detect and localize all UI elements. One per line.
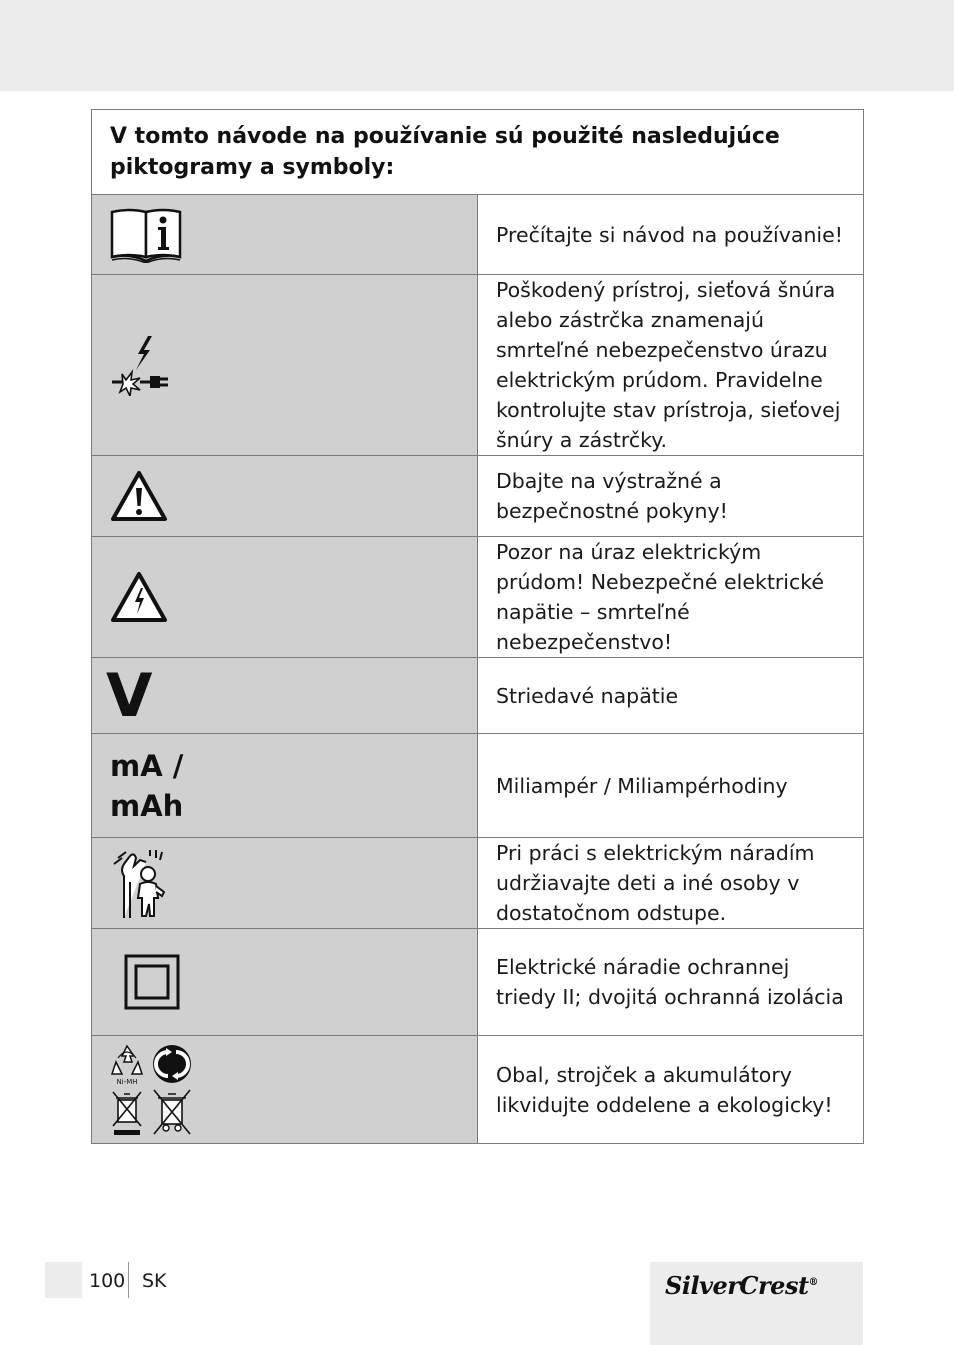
milliamp-label: mA / bbox=[110, 748, 184, 783]
keep-children-away-icon bbox=[110, 848, 170, 918]
row-text: Poškodený prístroj, sieťová šnúra alebo zástrčka znamenajú smrteľné nebezpečenstvo úrazu elektrickým prúdom. Pravidelne kontrolujte stav prístroja, sieťovej šnúry a zástrčky. bbox=[478, 275, 864, 456]
brand-mark: ® bbox=[808, 1277, 819, 1288]
icon-cell bbox=[92, 734, 478, 838]
table-row bbox=[92, 456, 864, 537]
table-row bbox=[92, 537, 864, 658]
row-text: Obal, strojček a akumulátory likvidujte oddelene a ekologicky! bbox=[478, 1036, 864, 1144]
top-band bbox=[0, 0, 954, 91]
crossed-bin-icon bbox=[113, 1092, 141, 1135]
icon-cell bbox=[92, 838, 478, 929]
brand-box bbox=[650, 1262, 863, 1345]
row-text: Pri práci s elektrickým náradím udržiavajte deti a iné osoby v dostatočnom odstupe. bbox=[478, 838, 864, 929]
icon-cell bbox=[92, 195, 478, 275]
row-text: Prečítajte si návod na používanie! bbox=[478, 195, 864, 275]
icon-cell bbox=[92, 537, 478, 658]
recycle-nimh-icon bbox=[112, 1046, 142, 1086]
icon-cell bbox=[92, 275, 478, 456]
green-dot-icon bbox=[153, 1045, 191, 1083]
row-text: Elektrické náradie ochrannej triedy II; dvojitá ochranná izolácia bbox=[478, 929, 864, 1036]
table-title: V tomto návode na používanie sú použité nasledujúce piktogramy a symboly: bbox=[92, 110, 864, 195]
table-row bbox=[92, 929, 864, 1036]
icon-cell bbox=[92, 929, 478, 1036]
table-row bbox=[92, 1036, 864, 1144]
icon-cell bbox=[92, 658, 478, 734]
crossed-bin-icon bbox=[154, 1090, 190, 1134]
icon-cell bbox=[92, 1036, 478, 1144]
warning-triangle-icon bbox=[110, 470, 168, 522]
brand-name: SilverCrest bbox=[665, 1271, 809, 1300]
table-header-row bbox=[92, 110, 864, 195]
footer-marker bbox=[45, 1262, 82, 1298]
row-text: Pozor na úraz elektrickým prúdom! Nebezpečné elektrické napätie – smrteľné nebezpečenstvo! bbox=[478, 537, 864, 658]
footer-divider bbox=[128, 1262, 129, 1298]
page-number: 100 bbox=[89, 1270, 126, 1292]
manual-info-icon bbox=[110, 207, 184, 263]
table-row bbox=[92, 838, 864, 929]
table-row bbox=[92, 658, 864, 734]
language-code: SK bbox=[142, 1270, 167, 1292]
table-row bbox=[92, 195, 864, 275]
electric-shock-warning-icon bbox=[110, 571, 168, 623]
milliamp-icon bbox=[92, 746, 477, 826]
table-row bbox=[92, 734, 864, 838]
row-text: Dbajte na výstražné a bezpečnostné pokyny! bbox=[478, 456, 864, 537]
brand-logo bbox=[665, 1271, 818, 1300]
volt-icon: V bbox=[106, 660, 153, 731]
milliamp-hour-label: mAh bbox=[110, 788, 184, 823]
table-row bbox=[92, 275, 864, 456]
row-text: Miliampér / Miliampérhodiny bbox=[478, 734, 864, 838]
damaged-plug-icon bbox=[110, 334, 172, 396]
protection-class-2-icon bbox=[124, 954, 180, 1010]
recycle-label: Ni-MH bbox=[116, 1077, 138, 1086]
icon-cell bbox=[92, 456, 478, 537]
symbol-table bbox=[91, 109, 864, 1144]
recycling-disposal-icon bbox=[110, 1044, 194, 1136]
row-text: Striedavé napätie bbox=[478, 658, 864, 734]
